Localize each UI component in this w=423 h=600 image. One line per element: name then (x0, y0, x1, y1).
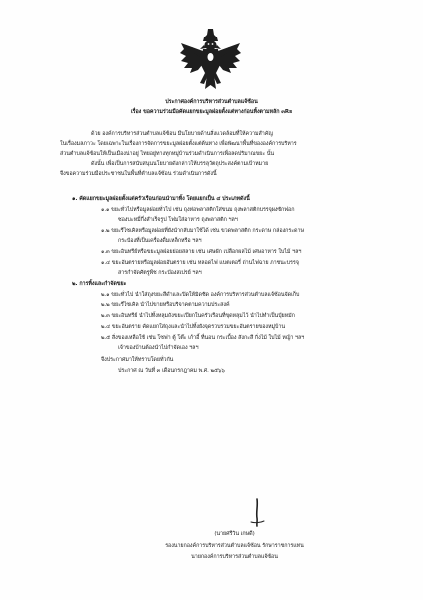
intro-line: จึงขอความร่วมมือประชาชนในพื้นที่ตำบลแจ้ซ้อน ร่วมดำเนินการดังนี้ (60, 171, 217, 177)
garuda-emblem-icon (178, 27, 243, 93)
list-item: ๒.๒ ขยะรีไซเคิล นำไปขายหรือบริจาคตามความประสงค์ (101, 302, 230, 308)
closing-line: จึงประกาศมาให้ทราบโดยทั่วกัน (101, 357, 174, 363)
intro-line: ในเรื่องมลภาวะ โดยเฉพาะในเรื่องการจัดการขยะมูลฝอยตั้งแต่ต้นทาง เพื่อพัฒนาพื้นที่ขององค์การบริหาร (60, 141, 297, 147)
announcement-title: ประกาศองค์การบริหารส่วนตำบลแจ้ซ้อน (165, 99, 258, 105)
list-item: กระป๋องที่เป็นเครื่องดื่มเหล็กหรือ ฯลฯ (118, 238, 202, 244)
signatory-name: (นายศรีวิน เกษดี) (214, 531, 255, 537)
announcement-subject: เรื่อง ขอความร่วมมือคัดแยกขยะมูลฝอยตั้งแต่ทางก่อนทิ้งตามหลัก ๓Rs (130, 109, 293, 115)
list-item: ๑.๑ ขยะทั่วไปหรือมูลฝอยทั่วไป เช่น ถุงห่อพลาสติกใส่ขนม ถุงพลาสติกบรรจุผงซักฟอก (101, 207, 295, 213)
announcement-date: ประกาศ ณ วันที่ ๓ เดือนกรกฎาคม พ.ศ. ๒๕๖๖ (118, 368, 225, 374)
handwritten-signature (244, 498, 270, 528)
list-item: สารกำจัดศัตรูพืช กระป๋องสเปรย์ ฯลฯ (118, 270, 202, 276)
list-item: เจ้าของบ้านต้องนำไปกำจัดเอง ฯลฯ (118, 345, 199, 351)
list-item: ซองบะหมี่กึ่งสำเร็จรูป โฟมใส่อาหาร ถุงพลาสติก ฯลฯ (118, 217, 238, 223)
section-heading: ๒. การทิ้งและกำจัดขยะ (72, 281, 127, 287)
intro-line: ส่วนตำบลแจ้ซ้อนให้เป็นเมืองน่าอยู่ ไทยอยู่ทางทุกหมู่บ้านร่วมดำเนินการเพื่อลดปริมาณขยะ นั้น (60, 151, 275, 157)
intro-line: ดังนั้น เพื่อเป็นการสนับสนุนนโยบายดังกล่าวให้บรรลุวัตถุประสงค์ตามเป้าหมาย (91, 161, 269, 167)
signatory-position: รองนายกองค์การบริหารส่วนตำบลแจ้ซ้อน รักษาราชการแทน (165, 543, 304, 549)
section-heading: ๑. คัดแยกขยะมูลฝอยตั้งแต่ครัวเรือนก่อนนำมาทิ้ง โดยแยกเป็น ๔ ประเภทดังนี้ (72, 196, 250, 202)
intro-line: ด้วย องค์การบริหารส่วนตำบลแจ้ซ้อน มีนโยบายด้านสิ่งแวดล้อมที่ให้ความสำคัญ (91, 131, 273, 137)
list-item: ๑.๒ ขยะรีไซเคิลหรือมูลฝอยที่ยังนำกลับมาใช้ได้ เช่น ขวดพลาสติก กระดาษ กล่องกระดาษ (101, 228, 304, 234)
list-item: ๑.๓ ขยะอินทรีย์หรือขยะมูลฝอยย่อยสลาย เช่น เศษผัก เปลือกผลไม้ เศษอาหาร ใบไม้ ฯลฯ (101, 249, 302, 255)
signatory-position: นายกองค์การบริหารส่วนตำบลแจ้ซ้อน (191, 554, 278, 560)
list-item: ๒.๕ สิ่งของเหลือใช้ เช่น โซฟา ตู้ โต๊ะ เก้าอี้ ที่นอน กระเบื้อง สังกะสี กิ่งไม้ ใบไม้ หญ้า ฯลฯ (101, 335, 305, 341)
list-item: ๑.๔ ขยะอันตรายหรือมูลฝอยอันตราย เช่น หลอดไฟ แบตเตอรี่ ถ่านไฟฉาย ภาชนะบรรจุ (101, 260, 299, 266)
list-item: ๒.๓ ขยะอินทรีย์ นำไปทิ้งหลุมถังขยะเปียกในครัวเรือนที่ขุดหลุมไว้ นำไปทำเป็นปุ๋ยหมัก (101, 313, 295, 319)
list-item: ๒.๔ ขยะอันตราย คัดแยกใส่ถุงและนำไปทิ้งยังจุดรวบรวมขยะอันตรายของหมู่บ้าน (101, 324, 285, 330)
list-item: ๒.๑ ขยะทั่วไป นำใส่ถุงขยะสีดำและปิดให้มิดชิด องค์การบริหารส่วนตำบลแจ้ซ้อนจัดเก็บ (101, 292, 300, 298)
